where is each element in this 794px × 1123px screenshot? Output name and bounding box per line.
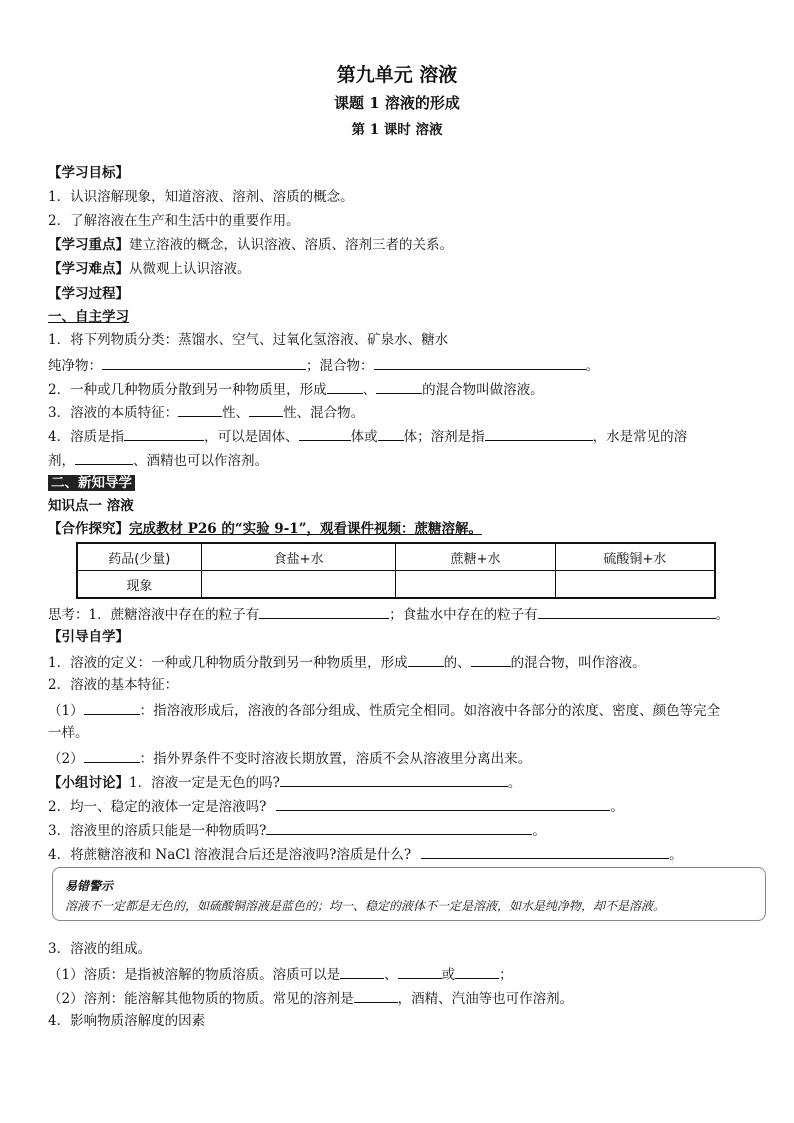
q4-text-c: 体或 (350, 429, 378, 445)
experiment-table (76, 542, 716, 599)
table-cell-empty[interactable] (555, 571, 715, 599)
coop-text: 完成教材 P26 的“实验 9-1”，观看课件视频：蔗糖溶解。 (129, 521, 482, 537)
table-row (77, 571, 715, 599)
q3-text-b: 性、 (222, 405, 250, 421)
think-text-c: 。 (715, 607, 730, 623)
q4-text-f: 剂， (48, 453, 75, 469)
solubility-factors: 4．影响物质溶解度的因素 (48, 1013, 206, 1029)
table-cell-empty[interactable] (396, 571, 555, 599)
q3-text-a: 3．溶液的本质特征： (48, 405, 179, 421)
def-blank-1[interactable] (408, 652, 444, 667)
def-text-c: 的混合物，叫作溶液。 (510, 655, 646, 671)
discussion-label: 【小组讨论】 (48, 775, 129, 791)
self-study-q1-answers (48, 355, 599, 375)
unit-title: 第九单元 溶液 (336, 64, 458, 86)
discussion-end-4: 。 (669, 847, 683, 863)
objectives-heading: 【学习目标】 (48, 165, 129, 181)
q3-blank-1[interactable] (178, 402, 222, 417)
q4-text-b: ，可以是固体、 (204, 429, 299, 445)
key-point-text: 建立溶液的概念，认识溶液、溶质、溶剂三者的关系。 (129, 237, 453, 253)
pure-label: 纯净物： (48, 358, 102, 374)
think-text-a: 思考：1．蔗糖溶液中存在的粒子有 (48, 607, 260, 623)
discussion-q3 (48, 820, 546, 840)
solvent-blank[interactable] (354, 988, 398, 1003)
difficulty-label: 【学习难点】 (48, 261, 129, 277)
q3-text-c: 性、混合物。 (283, 405, 365, 421)
q4-text-a: 4．溶质是指 (48, 429, 125, 445)
q4-blank-4[interactable] (485, 426, 593, 441)
key-point-line (48, 236, 453, 254)
discussion-q3-text: 3．溶液里的溶质只能是一种物质吗? (48, 823, 267, 839)
q3-blank-2[interactable] (249, 402, 283, 417)
self-study-q4-cont (48, 450, 268, 470)
key-point-label: 【学习重点】 (48, 237, 129, 253)
table-cell-empty[interactable] (201, 571, 396, 599)
discussion-q2 (48, 796, 624, 816)
new-knowledge-heading: 二、新知导学 (48, 475, 135, 491)
discussion-q2-text: 2．均一、稳定的液体一定是溶液吗? (48, 799, 267, 815)
discussion-blank-1[interactable] (280, 772, 508, 787)
def-text-b: 的、 (443, 655, 471, 671)
warning-title: 易错警示 (65, 879, 114, 893)
feature-1 (48, 700, 720, 720)
think-text-b: ；食盐水中存在的粒子有 (389, 607, 538, 623)
q4-blank-5[interactable] (75, 450, 133, 465)
q2-blank-1[interactable] (327, 379, 363, 394)
coop-line (48, 520, 482, 538)
feature-1-blank[interactable] (84, 700, 140, 715)
solute-text-c: 或 (441, 967, 456, 983)
discussion-blank-3[interactable] (266, 820, 532, 835)
coop-label: 【合作探究】 (48, 521, 129, 537)
lesson-title: 第 1 课时 溶液 (351, 122, 443, 138)
discussion-q4 (48, 844, 683, 864)
q2-blank-2[interactable] (376, 379, 422, 394)
q1-end: 。 (585, 358, 599, 374)
warning-text: 溶液不一定都是无色的，如硫酸铜溶液是蓝色的；均一、稳定的液体不一定是溶液，如水是纯净物，却不是溶液。 (65, 899, 666, 913)
q4-text-g: 、酒精也可以作溶剂。 (133, 453, 268, 469)
self-study-q3 (48, 402, 364, 422)
discussion-end-2: 。 (610, 799, 624, 815)
def-text-a: 1．溶液的定义：一种或几种物质分散到另一种物质里，形成 (48, 655, 408, 671)
table-header-cell: 食盐+水 (201, 543, 396, 571)
discussion-end-1: 。 (507, 775, 522, 791)
self-study-q4 (48, 426, 687, 446)
self-study-heading: 一、自主学习 (48, 309, 129, 325)
solute-text-d: ； (499, 967, 513, 983)
table-row-label: 现象 (77, 571, 201, 599)
def-blank-2[interactable] (471, 652, 511, 667)
discussion-q4-text: 4．将蔗糖溶液和 NaCl 溶液混合后还是溶液吗?溶质是什么? (48, 847, 412, 863)
solute-text-b: 、 (384, 967, 398, 983)
knowledge-point-1: 知识点一 溶液 (48, 498, 134, 514)
composition-solvent (48, 988, 573, 1008)
solute-blank-2[interactable] (398, 964, 442, 979)
table-header-cell: 药品(少量) (77, 543, 201, 571)
table-header-cell: 蔗糖+水 (396, 543, 555, 571)
feature-1-cont: 一样。 (48, 725, 89, 741)
solute-text-a: （1）溶质：是指被溶解的物质溶质。溶质可以是 (48, 967, 341, 983)
mixture-label: ；混合物： (306, 358, 374, 374)
discussion-end-3: 。 (532, 823, 546, 839)
table-header-row (77, 543, 715, 571)
discussion-blank-2[interactable] (276, 796, 610, 811)
think-line (48, 604, 729, 624)
self-study-q2 (48, 379, 544, 399)
discussion-q1 (48, 772, 521, 792)
feature-2-num: （2） (48, 751, 84, 767)
feature-2 (48, 748, 531, 768)
feature-1-num: （1） (48, 703, 84, 719)
solute-blank-3[interactable] (455, 964, 499, 979)
table-header-cell: 硫酸铜+水 (555, 543, 715, 571)
discussion-blank-4[interactable] (421, 844, 669, 859)
guided-features: 2．溶液的基本特征： (48, 677, 179, 693)
q2-text-b: 、 (362, 382, 377, 398)
error-warning-box (52, 867, 766, 921)
q4-blank-2[interactable] (299, 426, 351, 441)
topic-title: 课题 1 溶液的形成 (334, 94, 460, 112)
guided-def (48, 652, 646, 672)
solvent-text-b: ，酒精、汽油等也可作溶剂。 (397, 991, 574, 1007)
q4-text-d: 体；溶剂是指 (403, 429, 485, 445)
objective-item-2: 2．了解溶液在生产和生活中的重要作用。 (48, 213, 300, 229)
new-knowledge-heading-line (48, 474, 135, 492)
think-blank-1[interactable] (259, 604, 389, 619)
self-study-q1: 1．将下列物质分类：蒸馏水、空气、过氧化氢溶液、矿泉水、糖水 (48, 332, 449, 348)
q2-text-c: 的混合物叫做溶液。 (422, 382, 544, 398)
q4-text-e: ，水是常见的溶 (592, 429, 688, 445)
solute-blank-1[interactable] (340, 964, 384, 979)
solvent-text-a: （2）溶剂：能溶解其他物质的物质。常见的溶剂是 (48, 991, 354, 1007)
objective-item-1: 1．认识溶解现象，知道溶液、溶剂、溶质的概念。 (48, 189, 354, 205)
discussion-q1-text: 1．溶液一定是无色的吗? (129, 775, 280, 791)
pure-blank[interactable] (102, 355, 306, 370)
q2-text-a: 2．一种或几种物质分散到另一种物质里，形成 (48, 382, 327, 398)
feature-2-text: ：指外界条件不变时溶液长期放置，溶质不会从溶液里分离出来。 (139, 751, 532, 767)
difficulty-line (48, 260, 251, 278)
difficulty-text: 从微观上认识溶液。 (129, 261, 251, 277)
feature-1-text: ：指溶液形成后，溶液的各部分组成、性质完全相同。如溶液中各部分的浓度、密度、颜色等完全 (139, 703, 721, 719)
q4-blank-1[interactable] (124, 426, 204, 441)
think-blank-2[interactable] (538, 604, 716, 619)
mixture-blank[interactable] (374, 355, 586, 370)
composition-heading: 3．溶液的组成。 (48, 941, 152, 957)
feature-2-blank[interactable] (84, 748, 140, 763)
q4-blank-3[interactable] (378, 426, 404, 441)
process-heading: 【学习过程】 (48, 286, 129, 302)
guided-heading: 【引导自学】 (48, 629, 129, 645)
composition-solute (48, 964, 513, 984)
